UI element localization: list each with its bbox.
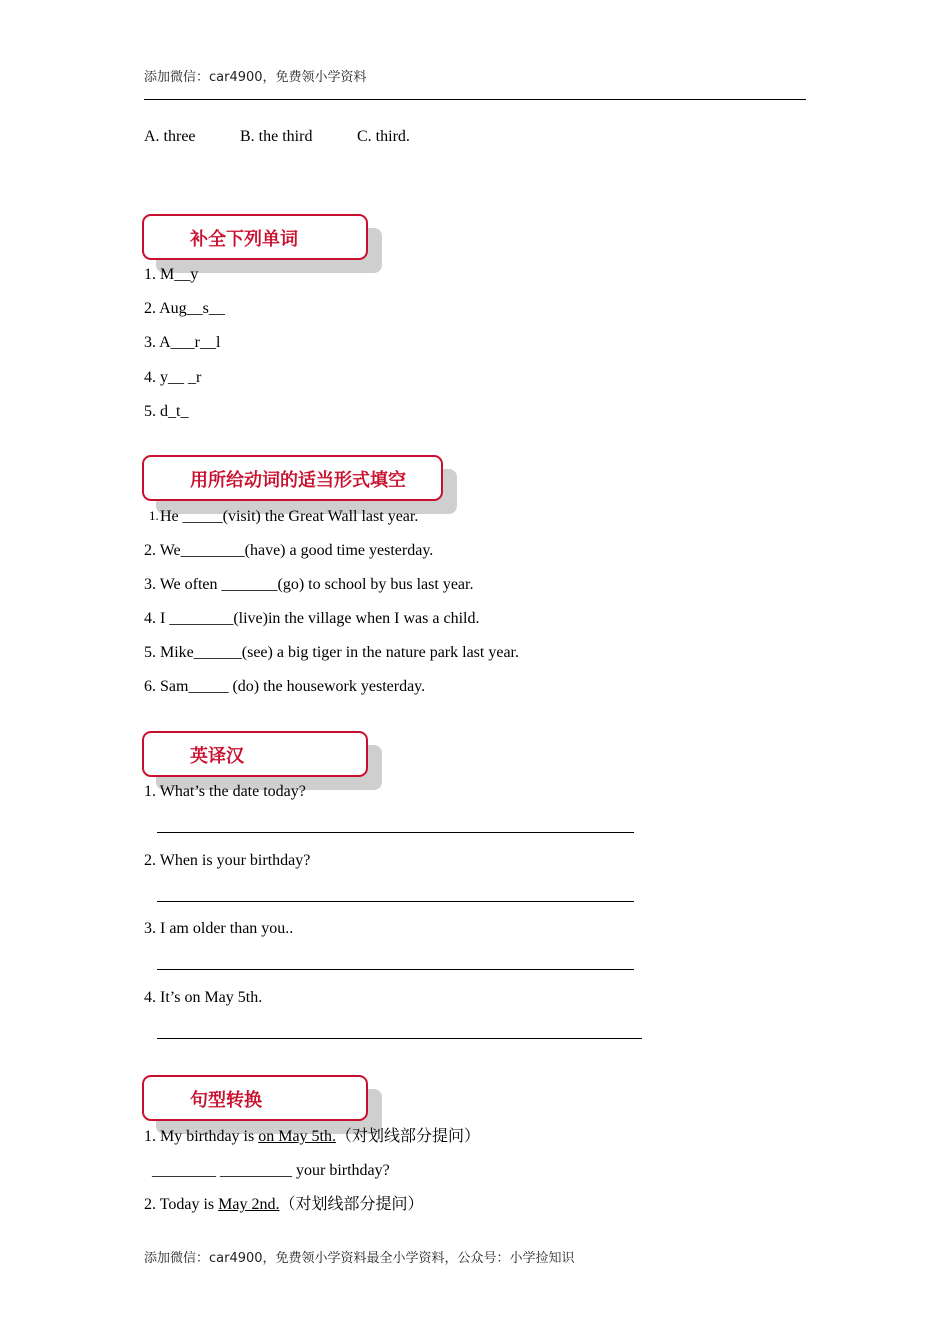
- list-item: 2. We________(have) a good time yesterday.: [144, 542, 434, 559]
- page-header: 添加微信：car4900，免费领小学资料: [144, 70, 367, 85]
- question-1: [144, 1127, 480, 1147]
- list-item: 5. d_t_: [144, 403, 189, 420]
- question-2: [144, 1195, 423, 1215]
- page-footer: 添加微信：car4900，免费领小学资料最全小学资料，公众号：小学捡知识: [144, 1251, 575, 1266]
- list-item: 6. Sam_____ (do) the housework yesterday.: [144, 678, 426, 695]
- section-title: 用所给动词的适当形式填空: [190, 470, 406, 491]
- badge-frame: [142, 731, 368, 777]
- badge-frame: [142, 214, 368, 260]
- question-note: （对划线部分提问）: [336, 1128, 481, 1145]
- answer-line: [157, 969, 634, 970]
- list-item: 3. A___r__l: [144, 334, 221, 351]
- question-text: 1. My birthday is: [144, 1128, 259, 1145]
- list-item: He _____(visit) the Great Wall last year.: [160, 508, 419, 525]
- list-item: 1. What’s the date today?: [144, 783, 306, 800]
- badge-frame: [142, 455, 443, 501]
- answer-line: [157, 832, 634, 833]
- underlined-part: May 2nd.: [218, 1196, 280, 1213]
- answer-template: ________ _________ your birthday?: [152, 1162, 390, 1179]
- list-item: 4. y__ _r: [144, 369, 202, 386]
- header-divider: [144, 99, 806, 100]
- badge-frame: [142, 1075, 368, 1121]
- answer-line: [157, 901, 634, 902]
- choice-c: C. third.: [357, 128, 410, 145]
- underlined-part: on May 5th.: [258, 1128, 336, 1145]
- list-item: 2. Aug__s__: [144, 300, 225, 317]
- section-title: 句型转换: [190, 1090, 262, 1111]
- choice-a: A. three: [144, 128, 196, 145]
- list-item: 2. When is your birthday?: [144, 852, 311, 869]
- section-title: 英译汉: [190, 746, 244, 767]
- list-item: 3. I am older than you..: [144, 920, 294, 937]
- list-item-number: 1.: [149, 508, 159, 523]
- list-item: 5. Mike______(see) a big tiger in the nature park last year.: [144, 644, 519, 661]
- list-item: 1. M__y: [144, 266, 199, 283]
- question-text: 2. Today is: [144, 1196, 219, 1213]
- answer-line: [157, 1038, 642, 1039]
- section-title: 补全下列单词: [190, 229, 298, 250]
- list-item: 4. It’s on May 5th.: [144, 989, 263, 1006]
- choice-b: B. the third: [240, 128, 313, 145]
- question-note: （对划线部分提问）: [279, 1196, 424, 1213]
- list-item: 4. I ________(live)in the village when I was a child.: [144, 610, 480, 627]
- list-item: 3. We often _______(go) to school by bus last year.: [144, 576, 474, 593]
